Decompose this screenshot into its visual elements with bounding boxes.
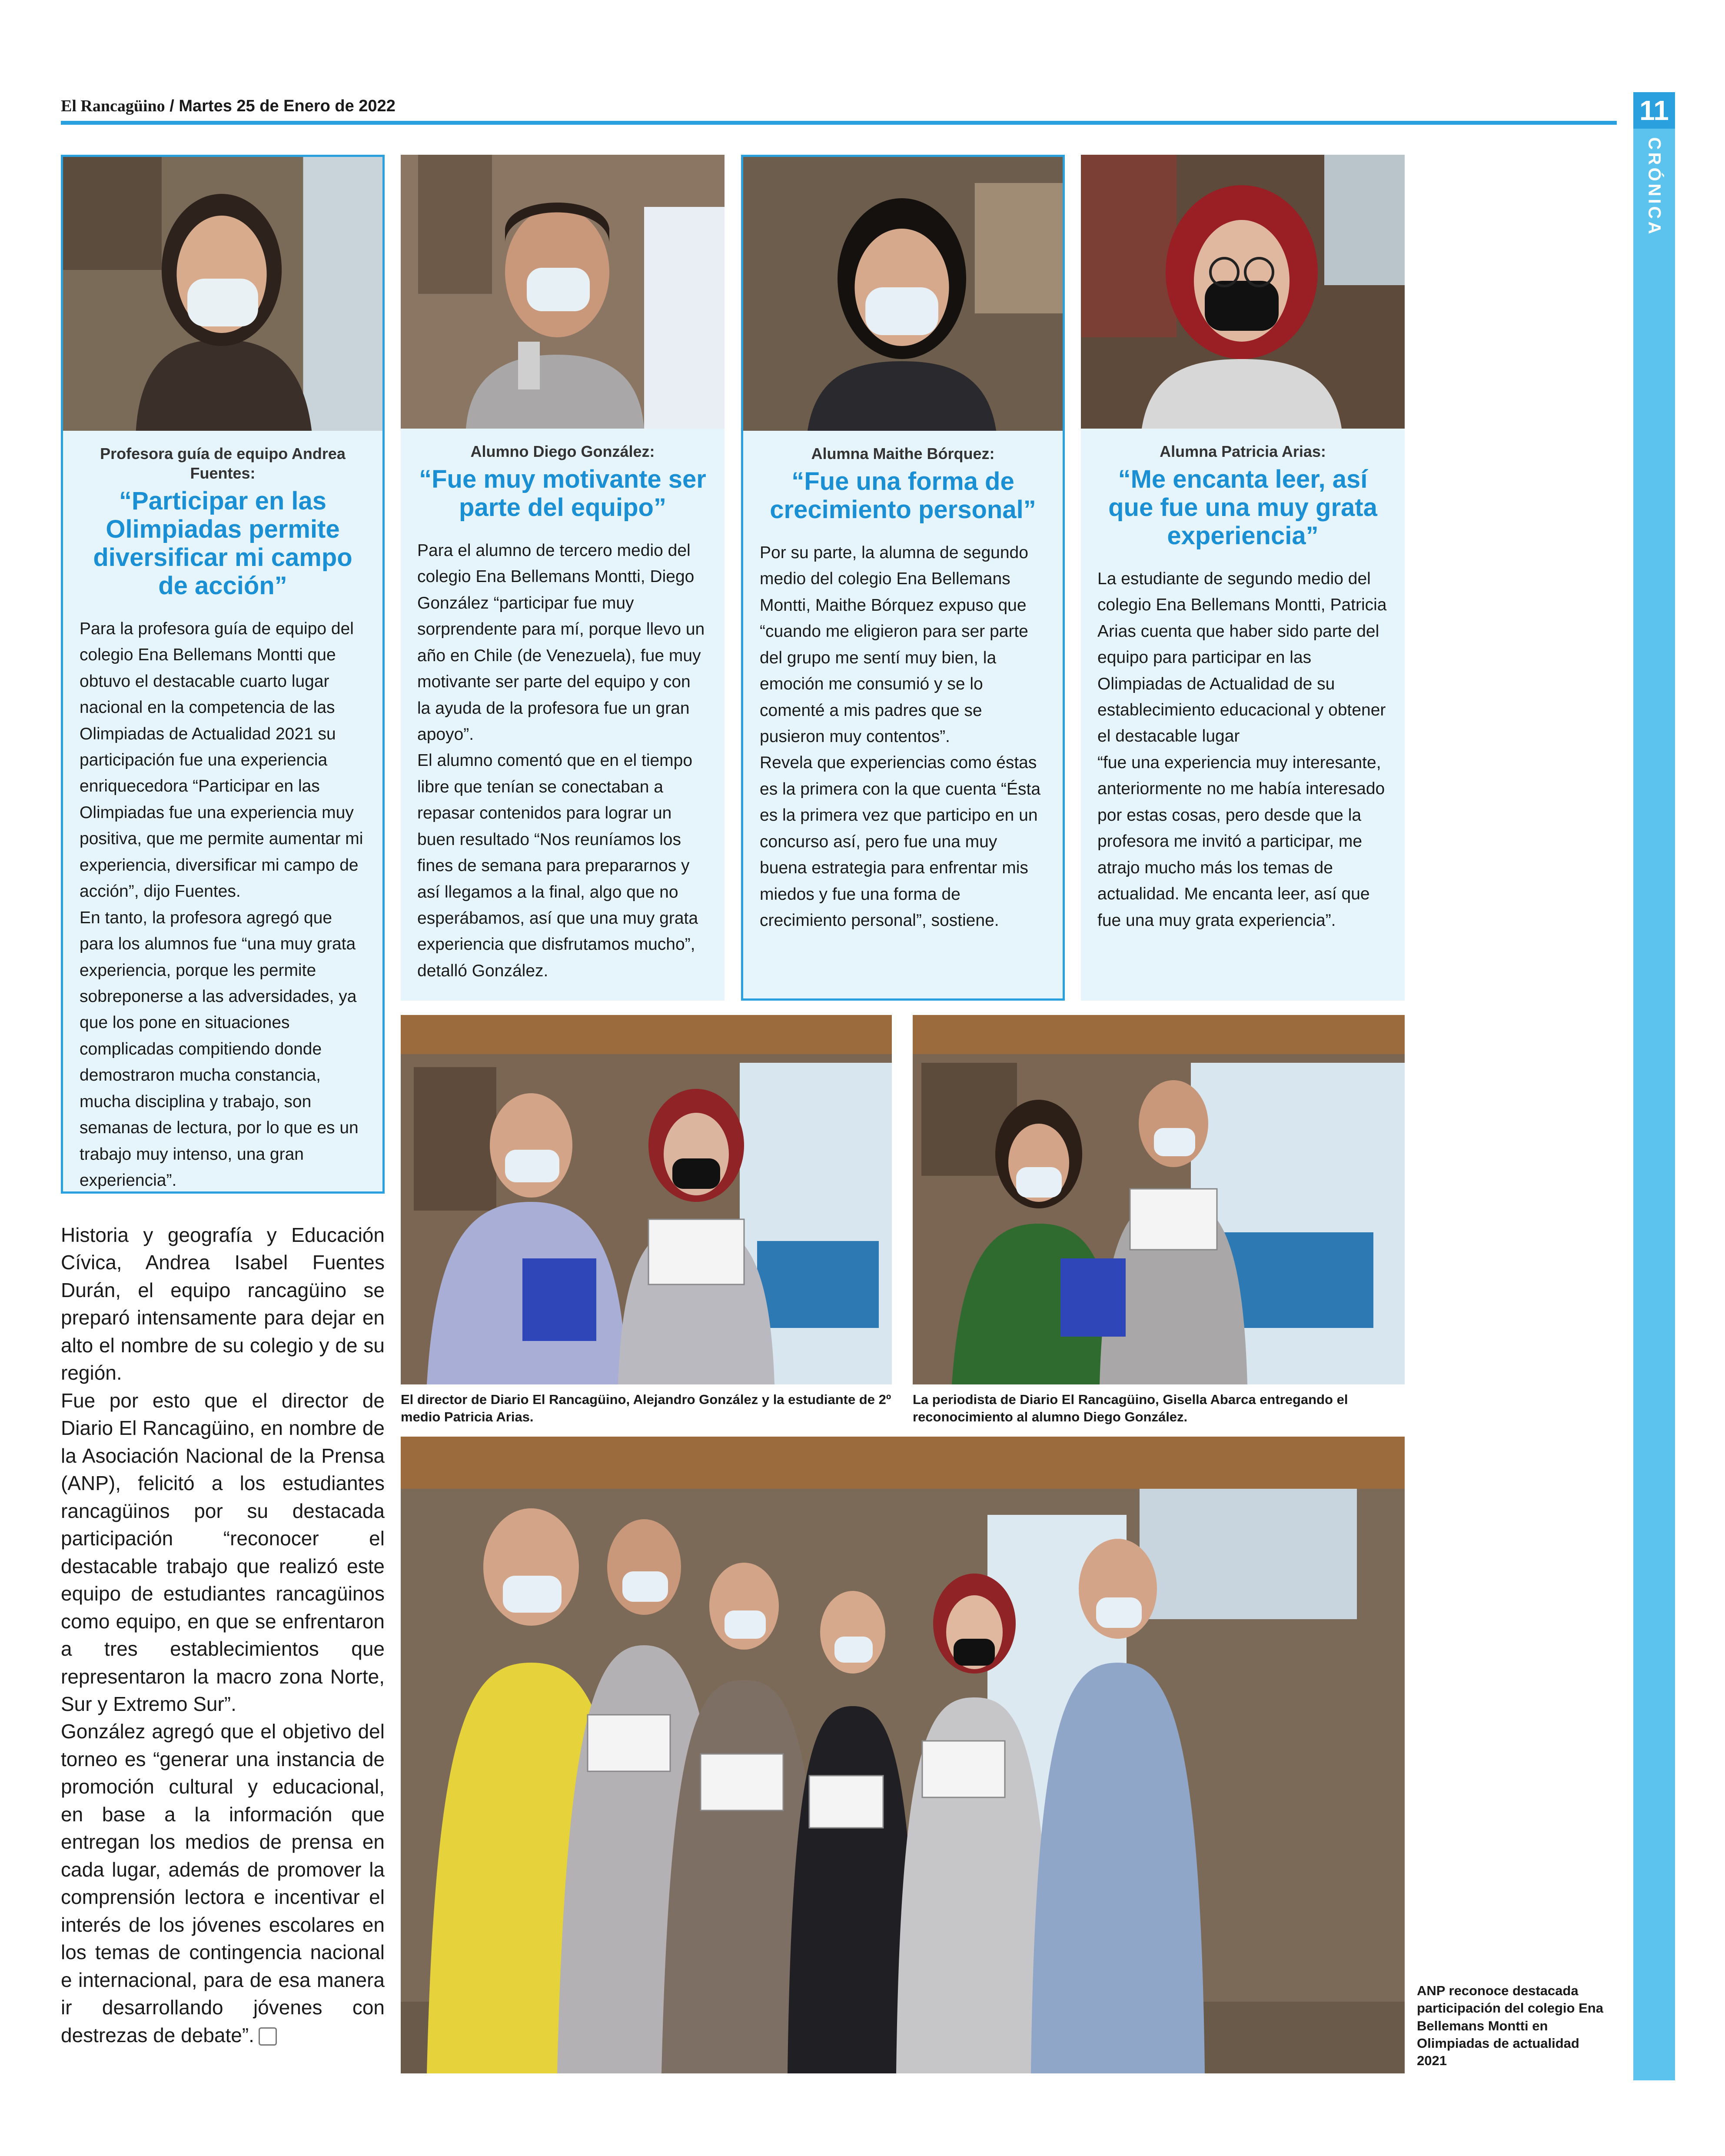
end-of-article-icon: [259, 2027, 277, 2046]
interview-headline: “Participar en las Olimpiadas permite diversificar mi campo de acción”: [93, 487, 352, 600]
paragraph: “fue una experiencia muy interesante, anteriormente no me había interesado por estas cosas, pero desde que la profesora me invitó a participar, me atrajo mucho más los temas de actualidad. Me encanta leer, así que fue una muy grata experiencia”.: [1097, 753, 1385, 930]
paragraph: El alumno comentó que en el tiempo libre que tenían se conectaban a repasar contenidos para lograr un buen resultado “Nos reuníamos los fines de semana para prepararnos y así llegamos a la final, algo que no esperábamos, así que una muy grata experiencia que disfrutamos mucho”, detalló González.: [417, 751, 698, 980]
interview-maithe: [741, 155, 1065, 1001]
interview-body: [417, 538, 708, 984]
interview-kicker: Profesora guía de equipo Andrea Fuentes:: [100, 445, 346, 482]
interview-diego: [401, 155, 725, 1001]
portrait-photo-patricia: [1081, 155, 1405, 429]
page-number: 11: [1633, 92, 1675, 129]
interview-kicker: Alumna Maithe Bórquez:: [811, 445, 995, 462]
photo-caption: El director de Diario El Rancagüino, Alejandro González y la estudiante de 2º medio Patricia Arias.: [401, 1392, 891, 1425]
photo-director-patricia: [401, 1015, 892, 1384]
interview-kicker: Alumna Patricia Arias:: [1160, 443, 1326, 460]
photo-caption: La periodista de Diario El Rancagüino, Gisella Abarca entregando el reconocimiento al alumno Diego González.: [913, 1392, 1348, 1425]
portrait-photo-teacher: [63, 157, 382, 431]
portrait-photo-diego: [401, 155, 725, 429]
interview-headline: “Me encanta leer, así que fue una muy grata experiencia”: [1108, 465, 1377, 550]
paragraph: Para la profesora guía de equipo del colegio Ena Bellemans Montti que obtuvo el destacable cuarto lugar nacional en la competencia de las Olimpiadas de Actualidad 2021 su participación fue una experiencia enriquecedora “Participar en las Olimpiadas fue una experiencia muy positiva, que me permite aumentar mi experiencia, diversificar mi campo de acción”, dijo Fuentes.: [80, 619, 363, 901]
running-header: [61, 96, 396, 116]
issue-date: Martes 25 de Enero de 2022: [179, 97, 396, 115]
paragraph: [61, 1718, 385, 2049]
interview-headline: “Fue muy motivante ser parte del equipo”: [419, 465, 706, 522]
paragraph: Por su parte, la alumna de segundo medio del colegio Ena Bellemans Montti, Maithe Bórquez expuso que “cuando me eligieron para ser parte del grupo me sentí muy bien, la emoción me consumió y se lo comenté a mis padres que se pusieron muy contentos”.: [760, 543, 1028, 746]
main-article: [61, 1221, 385, 2049]
photo-caption: ANP reconoce destacada participación del colegio Ena Bellemans Montti en Olimpiadas de actualidad 2021: [1417, 1983, 1603, 2069]
portrait-photo-maithe: [743, 157, 1063, 431]
interview-body: [760, 540, 1046, 934]
paragraph-text: González agregó que el objetivo del torneo es “generar una instancia de promoción cultural y educacional, en base a la información que entregan los medios de prensa en cada lugar, además de promover la comprensión lectora e incentivar el interés de los jóvenes escolares en los temas de contingencia nacional e internacional, para de esa manera ir desarrollando jóvenes con destrezas de debate”.: [61, 1720, 385, 2046]
paragraph: Historia y geografía y Educación Cívica, Andrea Isabel Fuentes Durán, el equipo rancagüino se preparó intensamente para dejar en alto el nombre de su colegio y de su región.: [61, 1224, 385, 1384]
paragraph: La estudiante de segundo medio del colegio Ena Bellemans Montti, Patricia Arias cuenta que haber sido parte del equipo para participar en las Olimpiadas de Actualidad de su establecimiento educacional y obtener el destacable lugar: [1097, 569, 1387, 746]
interview-headline: “Fue una forma de crecimiento personal”: [770, 467, 1036, 524]
paragraph: En tanto, la profesora agregó que para los alumnos fue “una muy grata experiencia, porque les permite sobreponerse a las adversidades, ya que los pone en situaciones complicadas compitiendo donde demostraron mucha constancia, mucha disciplina y trabajo, son semanas de lectura, por lo que es un trabajo muy intenso, una gran experiencia”.: [80, 908, 359, 1190]
header-rule: [61, 121, 1617, 125]
interview-patricia: [1081, 155, 1405, 1001]
header-separator: /: [170, 97, 174, 115]
interview-teacher: [61, 155, 385, 1194]
paragraph: Fue por esto que el director de Diario El Rancagüino, en nombre de la Asociación Nacional de la Prensa (ANP), felicitó a los estudiantes rancagüinos por su destacada participación “reconocer el destacable trabajo que realizó este equipo de estudiantes rancagüinos como equipo, en que se enfrentaron a tres establecimientos que representaron la macro zona Norte, Sur y Extremo Sur”.: [61, 1389, 385, 1715]
section-label: [1633, 139, 1675, 235]
interview-body: [1097, 566, 1388, 934]
section-bar: [1633, 129, 1675, 2080]
interview-body: [80, 616, 366, 1194]
interview-kicker: Alumno Diego González:: [470, 443, 655, 460]
paragraph: Para el alumno de tercero medio del colegio Ena Bellemans Montti, Diego González “participar fue muy sorprendente para mí, porque llevo un año en Chile (de Venezuela), fue muy motivante ser parte del equipo y con la ayuda de la profesora fue un gran apoyo”.: [417, 541, 705, 744]
section-label-text: CRÓNICA: [1645, 137, 1664, 237]
photo-group: [401, 1437, 1405, 2073]
photo-journalist-diego: [913, 1015, 1405, 1384]
paragraph: Revela que experiencias como éstas es la primera con la que cuenta “Ésta es la primera vez que participo en un concurso así, pero fue una muy buena estrategia para enfrentar mis miedos y fue una forma de crecimiento personal”, sostiene.: [760, 753, 1041, 930]
publication-name: El Rancagüino: [61, 97, 165, 115]
